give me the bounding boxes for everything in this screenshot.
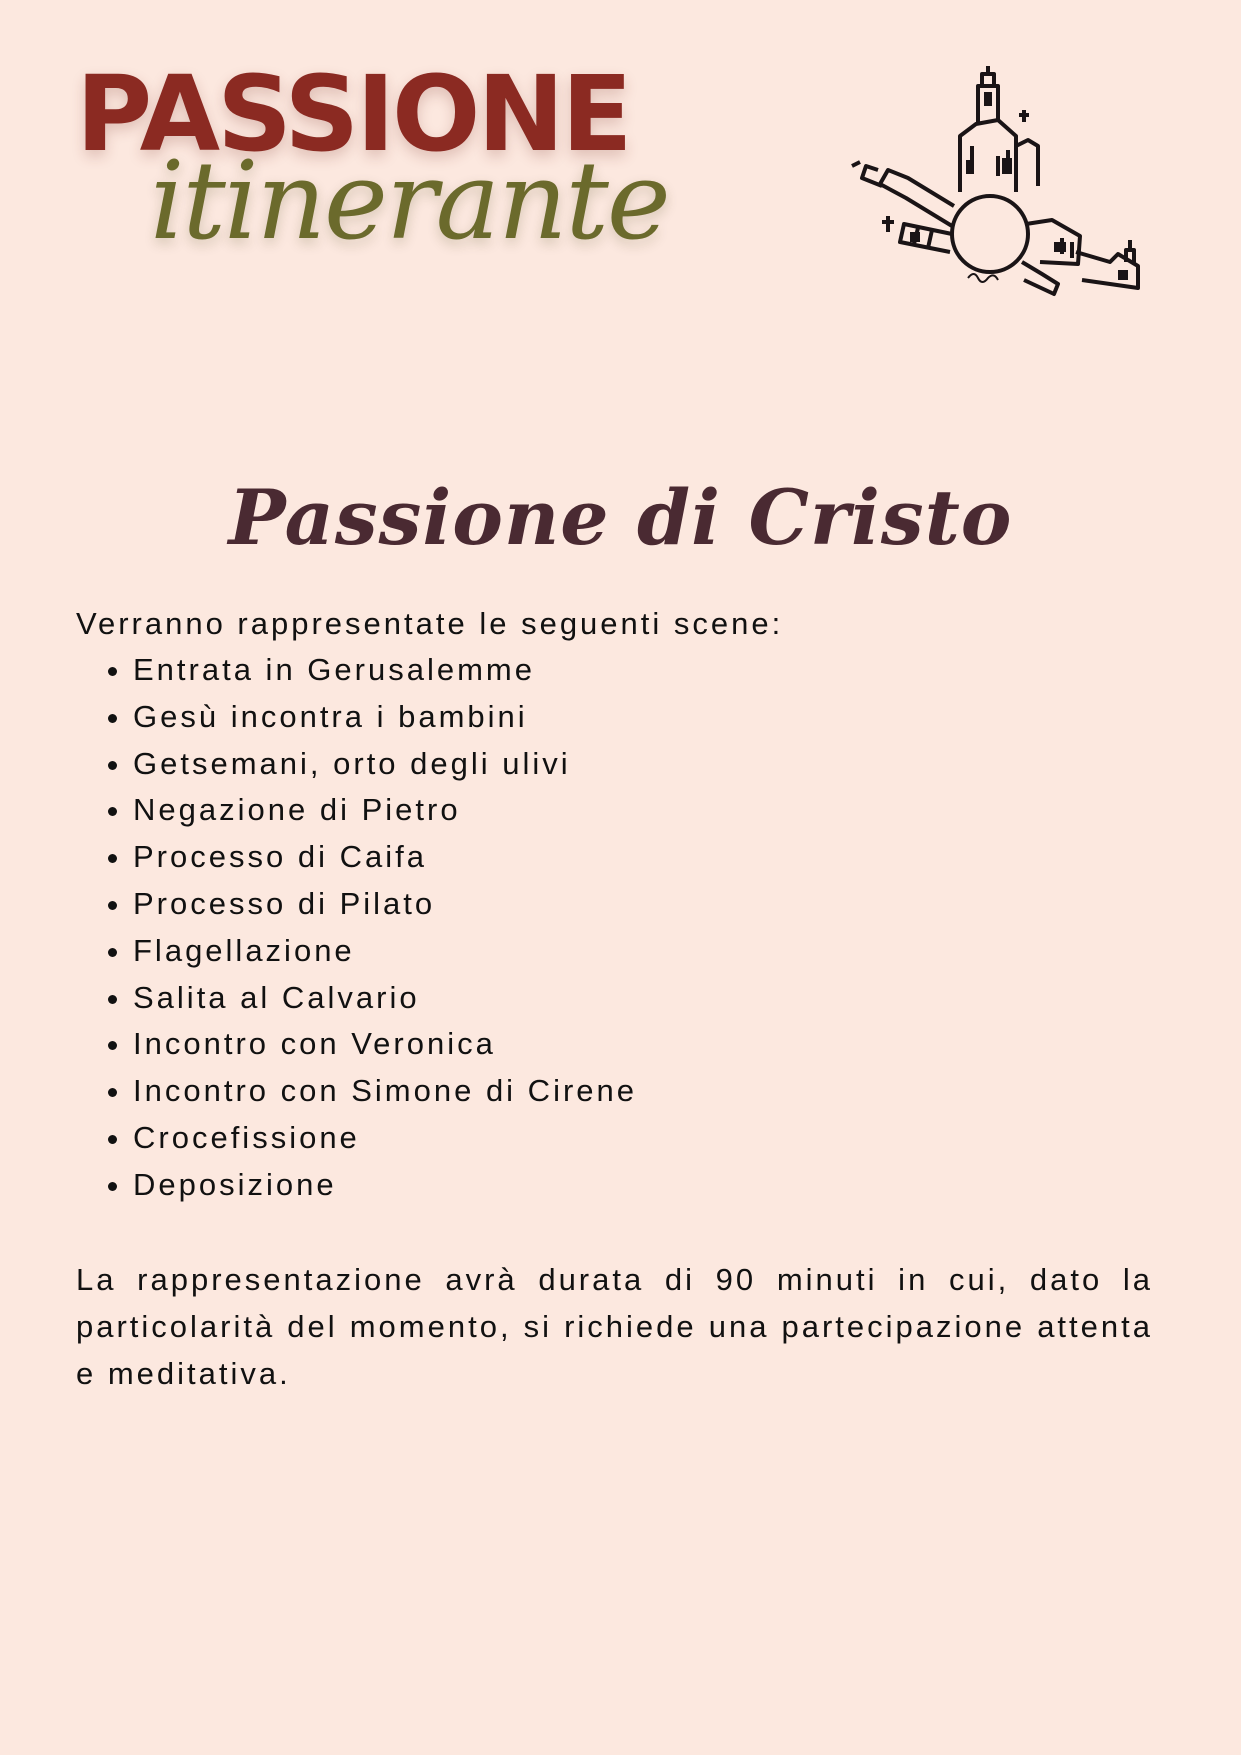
list-item: • Crocefissione bbox=[133, 1115, 1153, 1162]
list-item: • Deposizione bbox=[133, 1162, 1153, 1209]
town-globe-drawing-icon bbox=[848, 66, 1158, 298]
body-text bbox=[76, 600, 1153, 1397]
logo-itinerante: itinerante bbox=[150, 139, 669, 264]
list-item: • Flagellazione bbox=[133, 928, 1153, 975]
section-title: Passione di Cristo bbox=[228, 473, 1013, 562]
list-item: • Gesù incontra i bambini bbox=[133, 694, 1153, 741]
list-item: • Incontro con Veronica bbox=[133, 1021, 1153, 1068]
list-item: • Getsemani, orto degli ulivi bbox=[133, 741, 1153, 788]
closing-paragraph: La rappresentazione avrà durata di 90 minuti in cui, dato la particolarità del momento, si richiede una partecipazione attenta e meditativa. bbox=[76, 1261, 1153, 1391]
scene-list bbox=[76, 647, 1153, 1209]
list-item: • Negazione di Pietro bbox=[133, 787, 1153, 834]
intro-text: Verranno rappresentate le seguenti scene: bbox=[76, 606, 784, 641]
logo-passione: PASSIONE bbox=[76, 53, 630, 175]
list-item: • Processo di Pilato bbox=[133, 881, 1153, 928]
list-item: • Salita al Calvario bbox=[133, 975, 1153, 1022]
list-item: • Incontro con Simone di Cirene bbox=[133, 1068, 1153, 1115]
list-item: • Processo di Caifa bbox=[133, 834, 1153, 881]
list-item: • Entrata in Gerusalemme bbox=[133, 647, 1153, 694]
